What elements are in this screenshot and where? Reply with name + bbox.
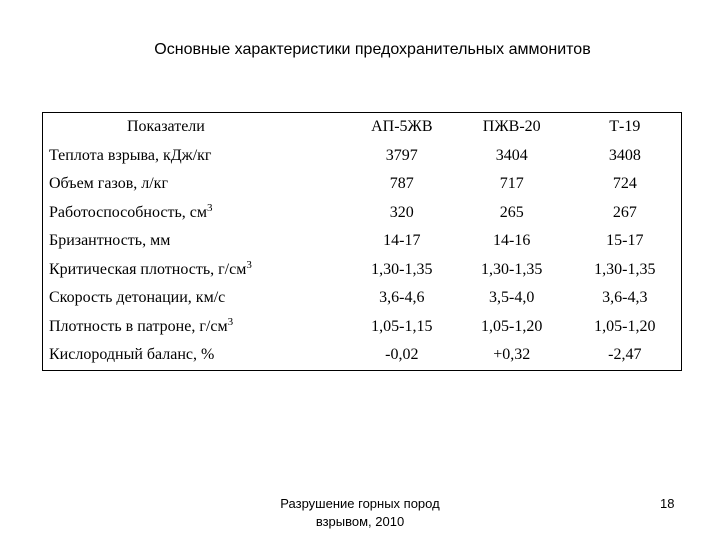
row-label-superscript: 3 — [207, 201, 213, 214]
row-label — [43, 142, 349, 171]
table-cell: -2,47 — [608, 346, 642, 364]
table-cell: 15-17 — [606, 232, 644, 250]
table-cell: 14-16 — [493, 232, 531, 250]
column-header: ПЖВ-20 — [482, 118, 541, 136]
row-label — [43, 341, 349, 370]
table-cell: 1,05-1,20 — [481, 317, 543, 335]
table-header-row — [43, 113, 682, 142]
column-header: Т-19 — [609, 118, 641, 136]
row-label — [43, 313, 349, 342]
table-row — [43, 341, 682, 370]
table-cell: 1,30-1,35 — [371, 260, 433, 278]
table-cell: 265 — [499, 203, 524, 221]
slide-title: Основные характеристики предохранительных аммонитов — [154, 41, 591, 58]
table-cell: 14-17 — [383, 232, 421, 250]
column-header: Показатели — [127, 118, 205, 136]
row-label-text: Теплота взрыва, кДж/кг — [49, 146, 212, 164]
row-label — [43, 284, 349, 313]
table-cell: 1,05-1,15 — [371, 317, 433, 335]
table-cell: 724 — [612, 175, 637, 193]
table-row — [43, 284, 682, 313]
table-cell: 3408 — [608, 146, 641, 164]
table-cell: 3,6-4,6 — [379, 289, 425, 307]
table-row — [43, 227, 682, 256]
table-cell: 787 — [389, 175, 414, 193]
footer-line: взрывом, 2010 — [315, 514, 405, 529]
row-label-text: Кислородный баланс, % — [49, 346, 215, 364]
table-cell: 1,30-1,35 — [481, 260, 543, 278]
row-label — [43, 256, 349, 285]
table-cell: 3,6-4,3 — [602, 289, 648, 307]
row-label-text: Бризантность, мм — [49, 232, 171, 250]
row-label-superscript: 3 — [246, 258, 252, 271]
specs-table — [42, 112, 682, 371]
table-cell: 1,30-1,35 — [594, 260, 656, 278]
table-cell: +0,32 — [493, 346, 531, 364]
table-cell: 3,5-4,0 — [489, 289, 535, 307]
row-label — [43, 227, 349, 256]
table-cell: 320 — [389, 203, 414, 221]
row-label-text: Плотность в патроне, г/см — [49, 317, 228, 335]
table-cell: -0,02 — [385, 346, 419, 364]
table-cell: 717 — [499, 175, 524, 193]
table-cell: 1,05-1,20 — [594, 317, 656, 335]
row-label-text: Работоспособность, см — [49, 203, 207, 221]
slide-footer — [260, 495, 460, 531]
table-row — [43, 313, 682, 342]
row-label-text: Скорость детонации, км/с — [49, 289, 226, 307]
table-row — [43, 142, 682, 171]
row-label-text: Объем газов, л/кг — [49, 175, 169, 193]
row-label-text: Критическая плотность, г/см — [49, 260, 247, 278]
table-row — [43, 199, 682, 228]
column-header: АП-5ЖВ — [371, 118, 433, 136]
row-label-superscript: 3 — [227, 315, 234, 328]
table-cell: 3797 — [385, 146, 418, 164]
table-row — [43, 170, 682, 199]
table-cell: 3404 — [495, 146, 528, 164]
table-row — [43, 256, 682, 285]
page-number: 18 — [660, 496, 675, 511]
table-cell: 267 — [612, 203, 637, 221]
row-label — [43, 170, 349, 199]
row-label — [43, 199, 349, 228]
footer-line: Разрушение горных пород — [280, 496, 440, 511]
